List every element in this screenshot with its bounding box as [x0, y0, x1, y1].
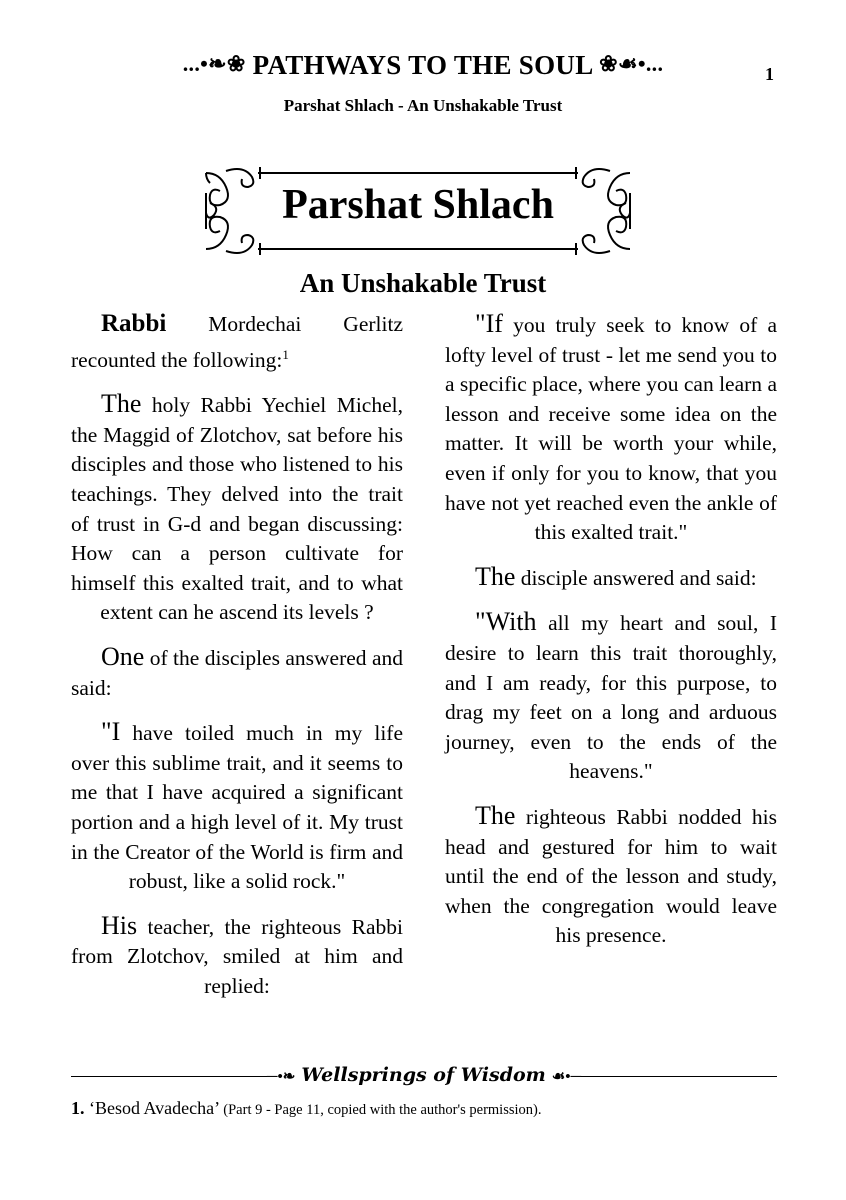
- footer-separator: [71, 1064, 777, 1092]
- paragraph: One of the disciples answered and said:: [71, 641, 403, 700]
- page-number: 1: [765, 64, 774, 84]
- book-title: [0, 50, 846, 81]
- paragraph: "With all my heart and soul, I desire to learn this trait thoroughly, and I am ready, for this purpose, to drag my feet on a long and arduous journey, even to the ends of the heavens.": [445, 607, 777, 784]
- chapter-subtitle: Parshat Shlach - An Unshakable Trust: [283, 96, 563, 115]
- paragraph: The holy Rabbi Yechiel Michel, the Maggid of Zlotchov, sat before his disciples and those who listened to his teachings. They delved into the trait of trust in G-d and began discussing: How can a person cultivate for himself this exalted trait, and to what extent can he ascend its levels ?: [71, 389, 403, 625]
- book-title-text: PATHWAYS TO THE SOUL: [252, 50, 593, 80]
- right-flourish-ornament: ❀☙•...: [599, 51, 664, 76]
- footer-brand-text: Wellsprings of Wisdom: [295, 1064, 551, 1086]
- paragraph: "I have toiled much in my life over this sublime trait, and it seems to me that I have acquired a significant portion and a high level of it. My trust in the Creator of the World is firm and robust, like a solid rock.": [71, 717, 403, 894]
- paragraph: Rabbi Mordechai Gerlitz recounted the following:$^1$: [71, 310, 403, 372]
- flourish-right-icon: ☙•─: [551, 1069, 582, 1085]
- footnote-reference: 1: [282, 346, 289, 362]
- footer-brand: [71, 1064, 777, 1086]
- article-title: An Unshakable Trust: [299, 268, 547, 298]
- left-column: [71, 309, 403, 1015]
- footnote-number: 1.: [71, 1098, 85, 1118]
- footnote-detail: (Part 9 - Page 11, copied with the author's permission).: [223, 1102, 542, 1118]
- ornamental-title-frame: [198, 163, 638, 259]
- parsha-title: Parshat Shlach: [282, 182, 554, 228]
- left-flourish-ornament: ...•❧❀: [182, 51, 246, 76]
- running-header: [0, 50, 846, 90]
- footnote-source: ‘Besod Avadecha’: [89, 1098, 219, 1118]
- paragraph: His teacher, the righteous Rabbi from Zlotchov, smiled at him and replied:: [71, 910, 403, 998]
- footnote: [71, 1098, 777, 1119]
- right-column: [445, 309, 777, 965]
- paragraph: The righteous Rabbi nodded his head and gestured for him to wait until the end of the lesson and study, when the congregation would leave his presence.: [445, 800, 777, 948]
- paragraph: "If you truly seek to know of a lofty level of trust - let me send you to a specific place, where you can learn a lesson and receive some idea on the matter. It will be worth your while, even if only for you to know, that you have not yet reached even the ankle of this exalted trait.": [445, 309, 777, 545]
- paragraph: The disciple answered and said:: [475, 561, 757, 591]
- flourish-left-icon: ─•❧: [266, 1069, 296, 1085]
